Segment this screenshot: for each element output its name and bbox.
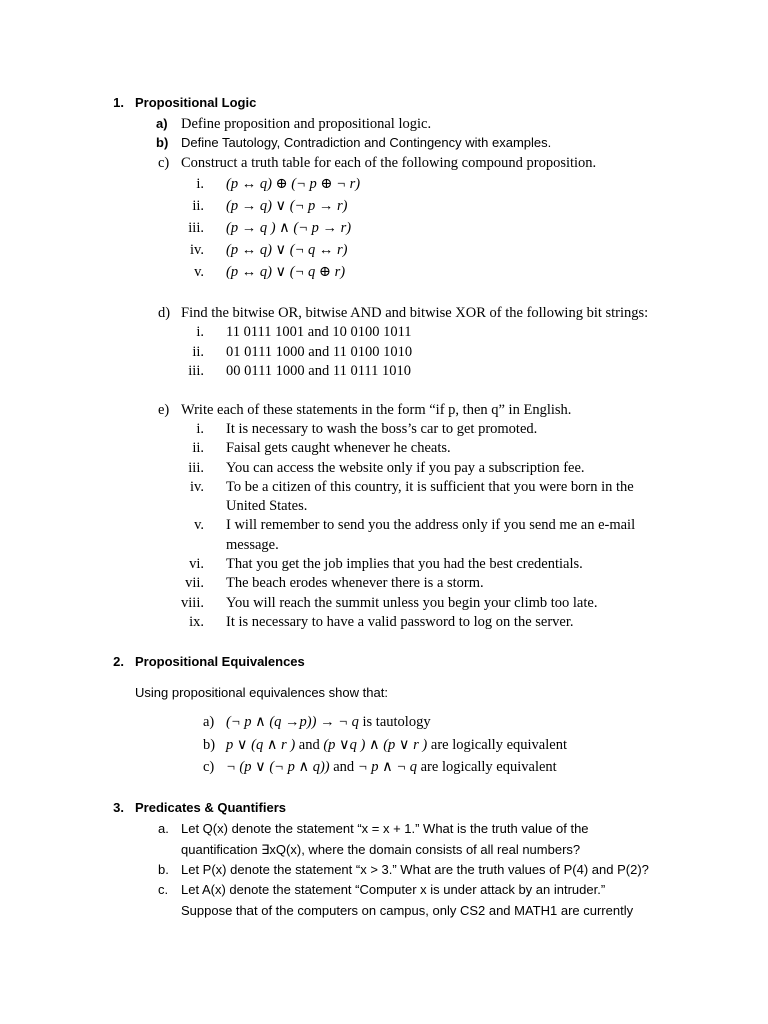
item-1d-ii-text: 01 0111 1000 and 11 0100 1010	[226, 344, 413, 360]
item-1d-marker: d)	[158, 305, 171, 321]
section-3-title: Predicates & Quantifiers	[135, 800, 286, 815]
item-3a-text-line2: quantification ∃xQ(x), where the domain consists of all real numbers?	[181, 842, 581, 857]
item-2b-content	[226, 737, 567, 753]
item-1e-i-marker: i.	[196, 421, 204, 437]
item-2c-expr: ¬ (p ∨ (¬ p ∧ q))	[226, 759, 330, 775]
item-1c-v-marker: v.	[194, 264, 204, 280]
item-1d-ii-marker: ii.	[192, 344, 204, 360]
item-1c-iv-expr: (p ↔ q) ∨ (¬ q ↔ r)	[226, 242, 348, 258]
item-2c-expr2: ¬ p ∧ ¬ q	[357, 759, 417, 775]
item-2b-marker: b)	[203, 737, 216, 753]
item-1a-text: Define proposition and propositional logic.	[181, 116, 432, 132]
item-1d-iii-text: 00 0111 1000 and 11 0111 1010	[226, 363, 411, 379]
item-1c-iv-marker: iv.	[190, 242, 204, 258]
item-1e-iv-text-line1: To be a citizen of this country, it is sufficient that you were born in the	[226, 479, 634, 495]
item-1c-marker: c)	[158, 155, 170, 171]
item-1e-iv-text-line2: United States.	[226, 498, 308, 514]
item-1d-i-text: 11 0111 1001 and 10 0100 1011	[226, 324, 412, 340]
item-1e-text: Write each of these statements in the form “if p, then q” in English.	[181, 402, 572, 418]
item-1c-iii-marker: iii.	[188, 220, 204, 236]
item-1e-v-marker: v.	[194, 517, 204, 533]
section-2-intro: Using propositional equivalences show that:	[135, 685, 388, 700]
item-2a-marker: a)	[203, 714, 215, 730]
item-1e-vi-marker: vi.	[189, 556, 204, 572]
item-1e-iii-marker: iii.	[188, 460, 204, 476]
item-1c-ii-expr: (p → q) ∨ (¬ p → r)	[226, 198, 348, 214]
item-2a-tail: is tautology	[358, 714, 431, 730]
item-1e-ii-marker: ii.	[192, 440, 204, 456]
item-1e-i-text: It is necessary to wash the boss’s car to get promoted.	[226, 421, 538, 437]
item-1e-ii-text: Faisal gets caught whenever he cheats.	[226, 440, 451, 456]
item-1c-text: Construct a truth table for each of the following compound proposition.	[181, 155, 597, 171]
item-1e-v-text-line1: I will remember to send you the address only if you send me an e-mail	[226, 517, 636, 533]
item-1e-ix-marker: ix.	[189, 614, 204, 630]
item-1e-vi-text: That you get the job implies that you had the best credentials.	[226, 556, 583, 572]
item-3a-marker: a.	[158, 821, 169, 836]
item-3c-text-line2: Suppose that of the computers on campus, only CS2 and MATH1 are currently	[181, 903, 634, 918]
item-3b-text: Let P(x) denote the statement “x > 3.” What are the truth values of P(4) and P(2)?	[181, 862, 649, 877]
section-2-title: Propositional Equivalences	[135, 654, 305, 669]
item-2a-expr: (¬ p ∧ (q →p)) → ¬ q	[226, 714, 359, 730]
item-1e-viii-text: You will reach the summit unless you begin your climb too late.	[226, 595, 598, 611]
item-2b-tail: are logically equivalent	[427, 737, 567, 753]
item-2c-marker: c)	[203, 759, 215, 775]
item-2c-content	[226, 759, 557, 775]
item-1b-text: Define Tautology, Contradiction and Contingency with examples.	[181, 135, 552, 150]
item-1d-iii-marker: iii.	[188, 363, 204, 379]
item-1d-i-marker: i.	[196, 324, 204, 340]
item-1d-text: Find the bitwise OR, bitwise AND and bitwise XOR of the following bit strings:	[181, 305, 649, 321]
item-3c-text-line1: Let A(x) denote the statement “Computer x is under attack by an intruder.”	[181, 882, 606, 897]
item-2b-expr2: (p ∨q ) ∧ (p ∨ r )	[323, 737, 428, 753]
item-3c-marker: c.	[158, 882, 169, 897]
item-3b-marker: b.	[158, 862, 169, 877]
item-2c-mid: and	[329, 759, 358, 775]
item-1e-vii-text: The beach erodes whenever there is a storm.	[226, 575, 484, 591]
item-2b-expr: p ∨ (q ∧ r )	[226, 737, 296, 753]
item-1e-viii-marker: viii.	[181, 595, 204, 611]
item-1e-ix-text: It is necessary to have a valid password to log on the server.	[226, 614, 574, 630]
section-2-number: 2.	[113, 654, 124, 669]
item-1e-v-text-line2: message.	[226, 537, 279, 553]
item-1b-marker: b)	[156, 135, 169, 150]
item-1e-marker: e)	[158, 402, 170, 418]
item-1c-ii-marker: ii.	[192, 198, 204, 214]
item-1c-i-expr: (p ↔ q) ⊕ (¬ p ⊕ ¬ r)	[226, 176, 361, 192]
item-1e-vii-marker: vii.	[185, 575, 204, 591]
item-1c-i-marker: i.	[196, 176, 204, 192]
section-1-title: Propositional Logic	[135, 95, 257, 110]
item-1e-iv-marker: iv.	[190, 479, 204, 495]
item-3a-text-line1: Let Q(x) denote the statement “x = x + 1.” What is the truth value of the	[181, 821, 589, 836]
item-1e-iii-text: You can access the website only if you pay a subscription fee.	[226, 460, 585, 476]
item-2b-mid: and	[295, 737, 324, 753]
section-3-number: 3.	[113, 800, 124, 815]
item-1c-v-expr: (p ↔ q) ∨ (¬ q ⊕ r)	[226, 264, 346, 280]
section-1-number: 1.	[113, 95, 124, 110]
item-1a-marker: a)	[156, 116, 168, 131]
item-2a-content	[226, 714, 431, 730]
item-2c-tail: are logically equivalent	[417, 759, 557, 775]
item-1c-iii-expr: (p → q ) ∧ (¬ p → r)	[226, 220, 352, 236]
